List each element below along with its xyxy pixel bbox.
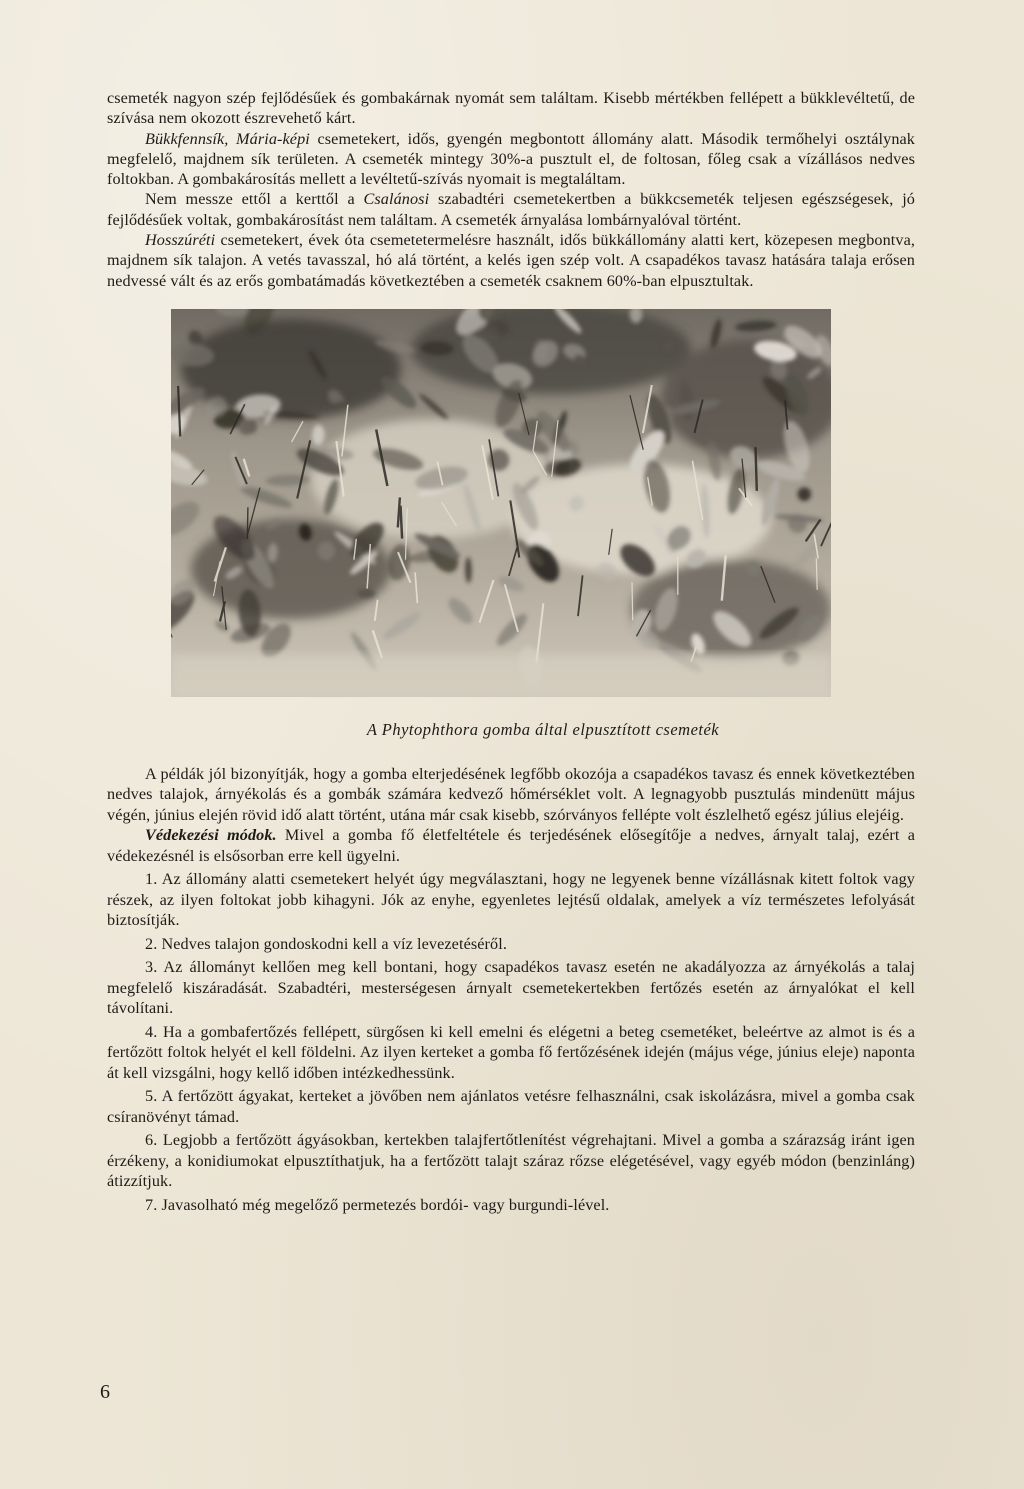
text-run: A példák jól bizonyítják, hogy a gomba elterjedésének legfőbb okozója a csapadékos tavasz és ennek következtében nedves talajok, árnyékolás és a gombák számára kedvező hőmérséklet volt. A legnagyobb pusztulás mindenütt május végén, június elején rövid idő alatt történt, utána már csak kisebb, szórványos fellépte volt észlelhető egész július elejéig. xyxy=(107,764,915,824)
stem-line xyxy=(401,506,403,539)
list-item: 4. Ha a gombafertőzés fellépett, sürgősen ki kell emelni és elégetni a beteg csemetéket, beleértve az almot is és a fertőzött foltok helyét el kell földelni. Az ilyen kerteket a gomba fő fertőzésének idején (május vége, június eleje) naponta át kell vizsgálni, hogy kellő időben intézkedhessünk. xyxy=(107,1022,915,1082)
list-item: 3. Az állományt kellően meg kell bontani, hogy csapadékos tavasz esetén ne akadályozza az árnyékolás a talaj megfelelő kiszáradását. Szabadtéri, mesterségesen árnyalt csemetekertekben fertőzés esetén az árnyalókat el kell távolítani. xyxy=(107,958,915,1018)
list-item: 7. Javasolható még megelőző permetezés bordói- vagy burgundi-lével. xyxy=(145,1195,610,1214)
list-item: 2. Nedves talajon gondoskodni kell a víz levezetéséről. xyxy=(145,934,507,953)
paragraph xyxy=(107,129,915,190)
leaf-shape xyxy=(357,589,375,598)
text-run: Hosszúréti xyxy=(145,231,216,250)
text-run: csemeték nagyon szép fejlődésűek és gombakárnak nyomát sem találtam. Kisebb mértékben fellépett a bükklevéltetű, de szívása nem okozott észrevehető kárt. xyxy=(107,89,915,128)
text-run: Bükkfennsík, Mária-képi xyxy=(145,129,310,148)
list-item: 5. A fertőzött ágyakat, kerteket a jövőben nem ajánlatos vetésre felhasználni, csak iskolázásra, mivel a gomba csak csíranövényt támad. xyxy=(107,1087,915,1126)
paragraph xyxy=(107,764,915,826)
text-run: csemetekert, idős, gyengén megbontott állomány alatt. Második termőhelyi osztálynak megfelelő, majdnem sík területen. A csemeték mintegy 30%-a pusztult el, de foltosan, főleg csak a vízállásos nedves foltokban. A gombakárosítás mellett a levéltetű-szívás nyomait is megtaláltam. xyxy=(107,129,915,189)
figure-caption: A Phytophthora gomba által elpusztított csemeték xyxy=(366,719,720,739)
paragraph xyxy=(107,230,915,291)
top-text-block xyxy=(107,88,915,291)
text-run: Nem messze ettől a kerttől a xyxy=(145,190,364,209)
seedlings-photo xyxy=(171,309,831,697)
measures-list xyxy=(107,869,915,1215)
paragraph xyxy=(107,88,915,129)
stem-line xyxy=(247,507,248,539)
bottom-text-block xyxy=(107,764,915,867)
stem-line xyxy=(756,447,757,491)
text-run: Csalánosi xyxy=(363,190,430,209)
page-number: 6 xyxy=(100,1381,110,1403)
text-run: szabadtéri csemetekertben a bükkcsemeték teljesen egészségesek, jó fejlődésűek voltak, gombakárosítást nem találtam. A csemeték árnyalása lombárnyalóval történt. xyxy=(107,190,915,229)
list-item: 6. Legjobb a fertőzött ágyásokban, kertekben talajfertőtlenítést végrehajtani. Mivel a gomba a szárazság iránt igen érzékeny, a konidiumokat elpusztíthatjuk, ha a fertőzött talajt száraz rőzse elégetésével, vagy egyéb módon (benzinláng) átizzítjuk. xyxy=(107,1131,915,1191)
list-item: 1. Az állomány alatti csemetekert helyét úgy megválasztani, hogy ne legyenek benne vízállásnak kitett foltok vagy részek, az ilyen foltokat jobb kihagyni. Jók az enyhe, egyenletes lejtésű oldalak, amelyek a víz természetes lefolyását biztosítják. xyxy=(107,870,915,930)
paragraph xyxy=(107,825,915,866)
text-run: Védekezési módok. xyxy=(145,826,277,845)
page-body xyxy=(107,88,915,1215)
text-run: csemetekert, évek óta csemetetermelésre használt, idős bükkállomány alatti kert, közepesen megbontva, majdnem sík talajon. A vetés tavasszal, hó alá történt, a kelés igen szép volt. A csapadékos tavasz hatására talaja erősen nedvessé vált és az erős gombatámadás következtében a csemeték csaknem 60%-ban elpusztultak. xyxy=(107,231,915,290)
paragraph xyxy=(107,189,915,230)
stem-line xyxy=(632,582,633,620)
figure xyxy=(107,309,915,740)
text-run: Mivel a gomba fő életfeltétele és terjedésének elősegítője a nedves, árnyalt talaj, ezért a védekezésnél is elsősorban erre kell ügyelni. xyxy=(107,826,915,865)
